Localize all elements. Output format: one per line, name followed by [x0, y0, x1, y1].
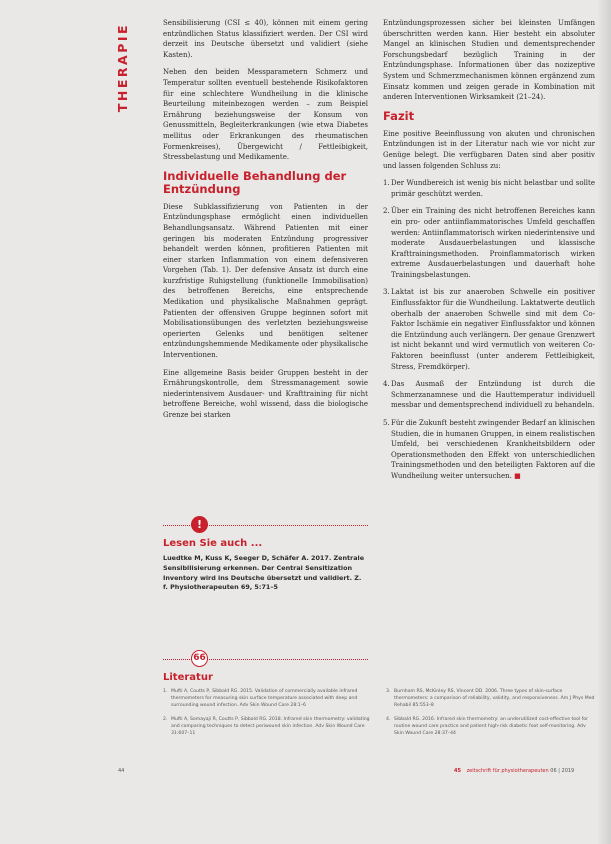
- right-paragraph-1: Entzündungsprozessen sicher bei kleinsten Umfängen überschritten werden kann. Hier besteht ein absoluter Mangel an klinischen Studien und dementsprechender Forschungsbedarf bezüglich Training in der Entzündungsphase. Informationen über das nozizeptive System und Schmerzmechanismen können ergänzend zum Einsatz kommen und zeigen gerade in Kombination mit anderen Interventionen Wirksamkeit (21–24).: [383, 19, 595, 102]
- section-heading-behandlung: Individuelle Behandlung der Entzündung: [163, 168, 347, 196]
- issue-number: 06 | 2019: [550, 768, 575, 774]
- left-paragraph-4: Eine allgemeine Basis beider Gruppen besteht in der Ernährungskontrolle, dem Stressmanagement sowie niederintensivem Ausdauer- und Krafttraining für nicht betroffene Bereiche, wohl wissend, dass die biologische Grenze bei starken: [163, 368, 368, 419]
- footer-right: [454, 768, 574, 774]
- literature-column-left: [163, 688, 372, 744]
- left-paragraph-1: Sensibilisierung (CSI ≤ 40), können mit einem gering entzündlichen Status klassifiziert werden. Der CSI wird derzeit ins Deutsche übersetzt und validiert (siehe Kasten).: [163, 19, 368, 59]
- section-tab: [108, 22, 138, 112]
- left-column: [163, 18, 368, 428]
- fazit-list: [383, 178, 595, 481]
- list-item: 4. Das Ausmaß der Entzündung ist durch die Schmerzanamnese und die Hauttemperatur individuell messbar und dementsprechend individuell zu behandeln.: [383, 380, 595, 410]
- left-paragraph-2: Neben den beiden Messparametern Schmerz und Temperatur sollten eventuell bestehende Risikofaktoren für eine schlechtere Wundheilung in die klinische Beurteilung miteinbezogen werden – zum Beispiel Ernährung beziehungsweise der Konsum von Genussmitteln, Begleiterkrankungen (wie etwa Diabetes mellitus oder Erkrankungen des rheumatischen Formenkreises), Übergewicht / Fettleibigkeit, Stressbelastung und Medikamente.: [163, 68, 368, 162]
- literature-section: [163, 650, 595, 744]
- page-shadow: [597, 0, 611, 844]
- literature-grid: [163, 688, 595, 744]
- list-item: 5. Für die Zukunft besteht zwingender Bedarf an klinischen Studien, die in humanen Gruppen, in einem realistischen Umfeld, bei verschiedenen Krankheitsbildern oder Operationsmethoden den Effekt von unterschiedlichen Trainingsmethoden und den beteiligten Faktoren auf die Wundheilung weiter untersuchen. ■: [383, 419, 595, 480]
- end-mark-icon: ■: [514, 470, 521, 480]
- quote-icon: 66: [191, 650, 208, 667]
- list-item: 2. Über ein Training des nicht betroffenen Bereiches kann ein pro- oder antiinflammatorisches Umfeld geschaffen werden: Antiinflammatorisch wirken niederintensive und moderate Ausdauerbelastungen und klassische Krafttrainingsmethoden. Proinflammatorisch wirken extreme Ausdauerbelastungen und dauerhaft hohe Trainingsbelastungen.: [383, 207, 595, 279]
- literature-column-right: [386, 688, 595, 744]
- lesen-divider: [163, 516, 368, 534]
- left-paragraph-3: Diese Subklassifizierung von Patienten in der Entzündungsphase ermöglicht einen individuellen Behandlungsansatz. Während Patienten mit einer geringen bis moderaten Entzündung progressiver behandelt werden können, profitieren Patienten mit einer starken Inflammation von einem defensiveren Vorgehen (Tab. 1). Der defensive Ansatz ist durch eine kurzfristige Ruhigstellung (funktionelle Immobilisation) des betroffenen Bereichs, eine entsprechende Medikation und physikalische Maßnahmen geprägt. Patienten der offensiven Gruppe beginnen sofort mit Mobilisationsübungen des verletzten beziehungsweise operierten Gelenks und benötigen seltener entzündungshemmende Medikamente oder physikalische Interventionen.: [163, 202, 368, 360]
- list-item: 4. Sibbald RG. 2016. Infrared skin thermometry: an underutilized cost-effective tool for routine wound care practice and patient high-risk diabetic foot self-monitoring. Adv Skin Wound Care 28:37–44: [386, 717, 588, 736]
- right-column: [383, 18, 595, 489]
- fazit-intro: Eine positive Beeinflussung von akuten und chronischen Entzündungen ist in der Literatur nach wie vor nicht zur Genüge belegt. Die verfügbaren Daten sind aber positiv und lassen folgenden Schluss zu:: [383, 129, 595, 170]
- list-item: 2. Mufti A, Somayaji R, Coutts P, Sibbald RG. 2018. Infrared skin thermometry: validating and comparing techniques to detect periwound skin infection. Adv Skin Wound Care 31:607–11: [163, 717, 370, 736]
- lesen-reference: Luedtke M, Kuss K, Seeger D, Schäfer A. 2017. Zentrale Sensibilisierung erkennen. Der Central Sensitization Inventory wird ins Deutsche übersetzt und validiert. Z. f. Physiotherapeuten 69, 5:71–5: [163, 554, 365, 592]
- list-item: 3. Burnham RS, McKinley RS, Vincent DD. 2006. Three types of skin-surface thermometers: a comparison of reliability, validity, and responsiveness. Am J Phys Med Rehabil 85:553–8: [386, 689, 595, 708]
- lesen-box: [163, 516, 368, 593]
- section-heading-fazit: Fazit: [383, 108, 415, 123]
- fazit-item-5-text: Für die Zukunft besteht zwingender Bedarf an klinischen Studien, die in humanen Gruppen, in einem realistischen Umfeld, bei verschiedenen Krankheitsbildern oder Operationsmethoden den Effekt von unterschiedlichen Trainingsmethoden und den beteiligten Faktoren auf die Wundheilung weiter untersuchen.: [391, 419, 595, 480]
- lesen-heading: Lesen Sie auch ...: [163, 538, 263, 549]
- list-item: 1. Der Wundbereich ist wenig bis nicht belastbar und sollte primär geschützt werden.: [383, 179, 595, 198]
- list-item: 1. Mufti A, Coutts P, Sibbald RG. 2015. Validation of commercially available infrared thermometers for measuring skin surface temperature associated with deep and surrounding wound infection. Adv Skin Wound Care 28:1–6: [163, 689, 358, 708]
- magazine-name: zeitschrift für physiotherapeuten: [466, 768, 549, 774]
- exclamation-icon: !: [191, 516, 208, 533]
- section-tab-label: THERAPIE: [115, 22, 131, 112]
- literature-heading: Literatur: [163, 672, 213, 683]
- footer-right-page-number: 45: [454, 768, 461, 774]
- footer-left-page-number: 44: [118, 768, 125, 774]
- list-item: 3. Laktat ist bis zur anaeroben Schwelle ein positiver Einflussfaktor für die Wundheilung. Laktatwerte deutlich oberhalb der anaeroben Schwelle sind mit dem Co-Faktor Ischämie ein negativer Einflussfaktor und können die Entzündung auch verlängern. Der genaue Grenzwert ist nicht bekannt und wird vermutlich von weiteren Co-Faktoren beeinflusst (unter anderem Fettleibigkeit, Stress, Fremdkörper).: [383, 288, 595, 371]
- literature-divider: [163, 650, 368, 668]
